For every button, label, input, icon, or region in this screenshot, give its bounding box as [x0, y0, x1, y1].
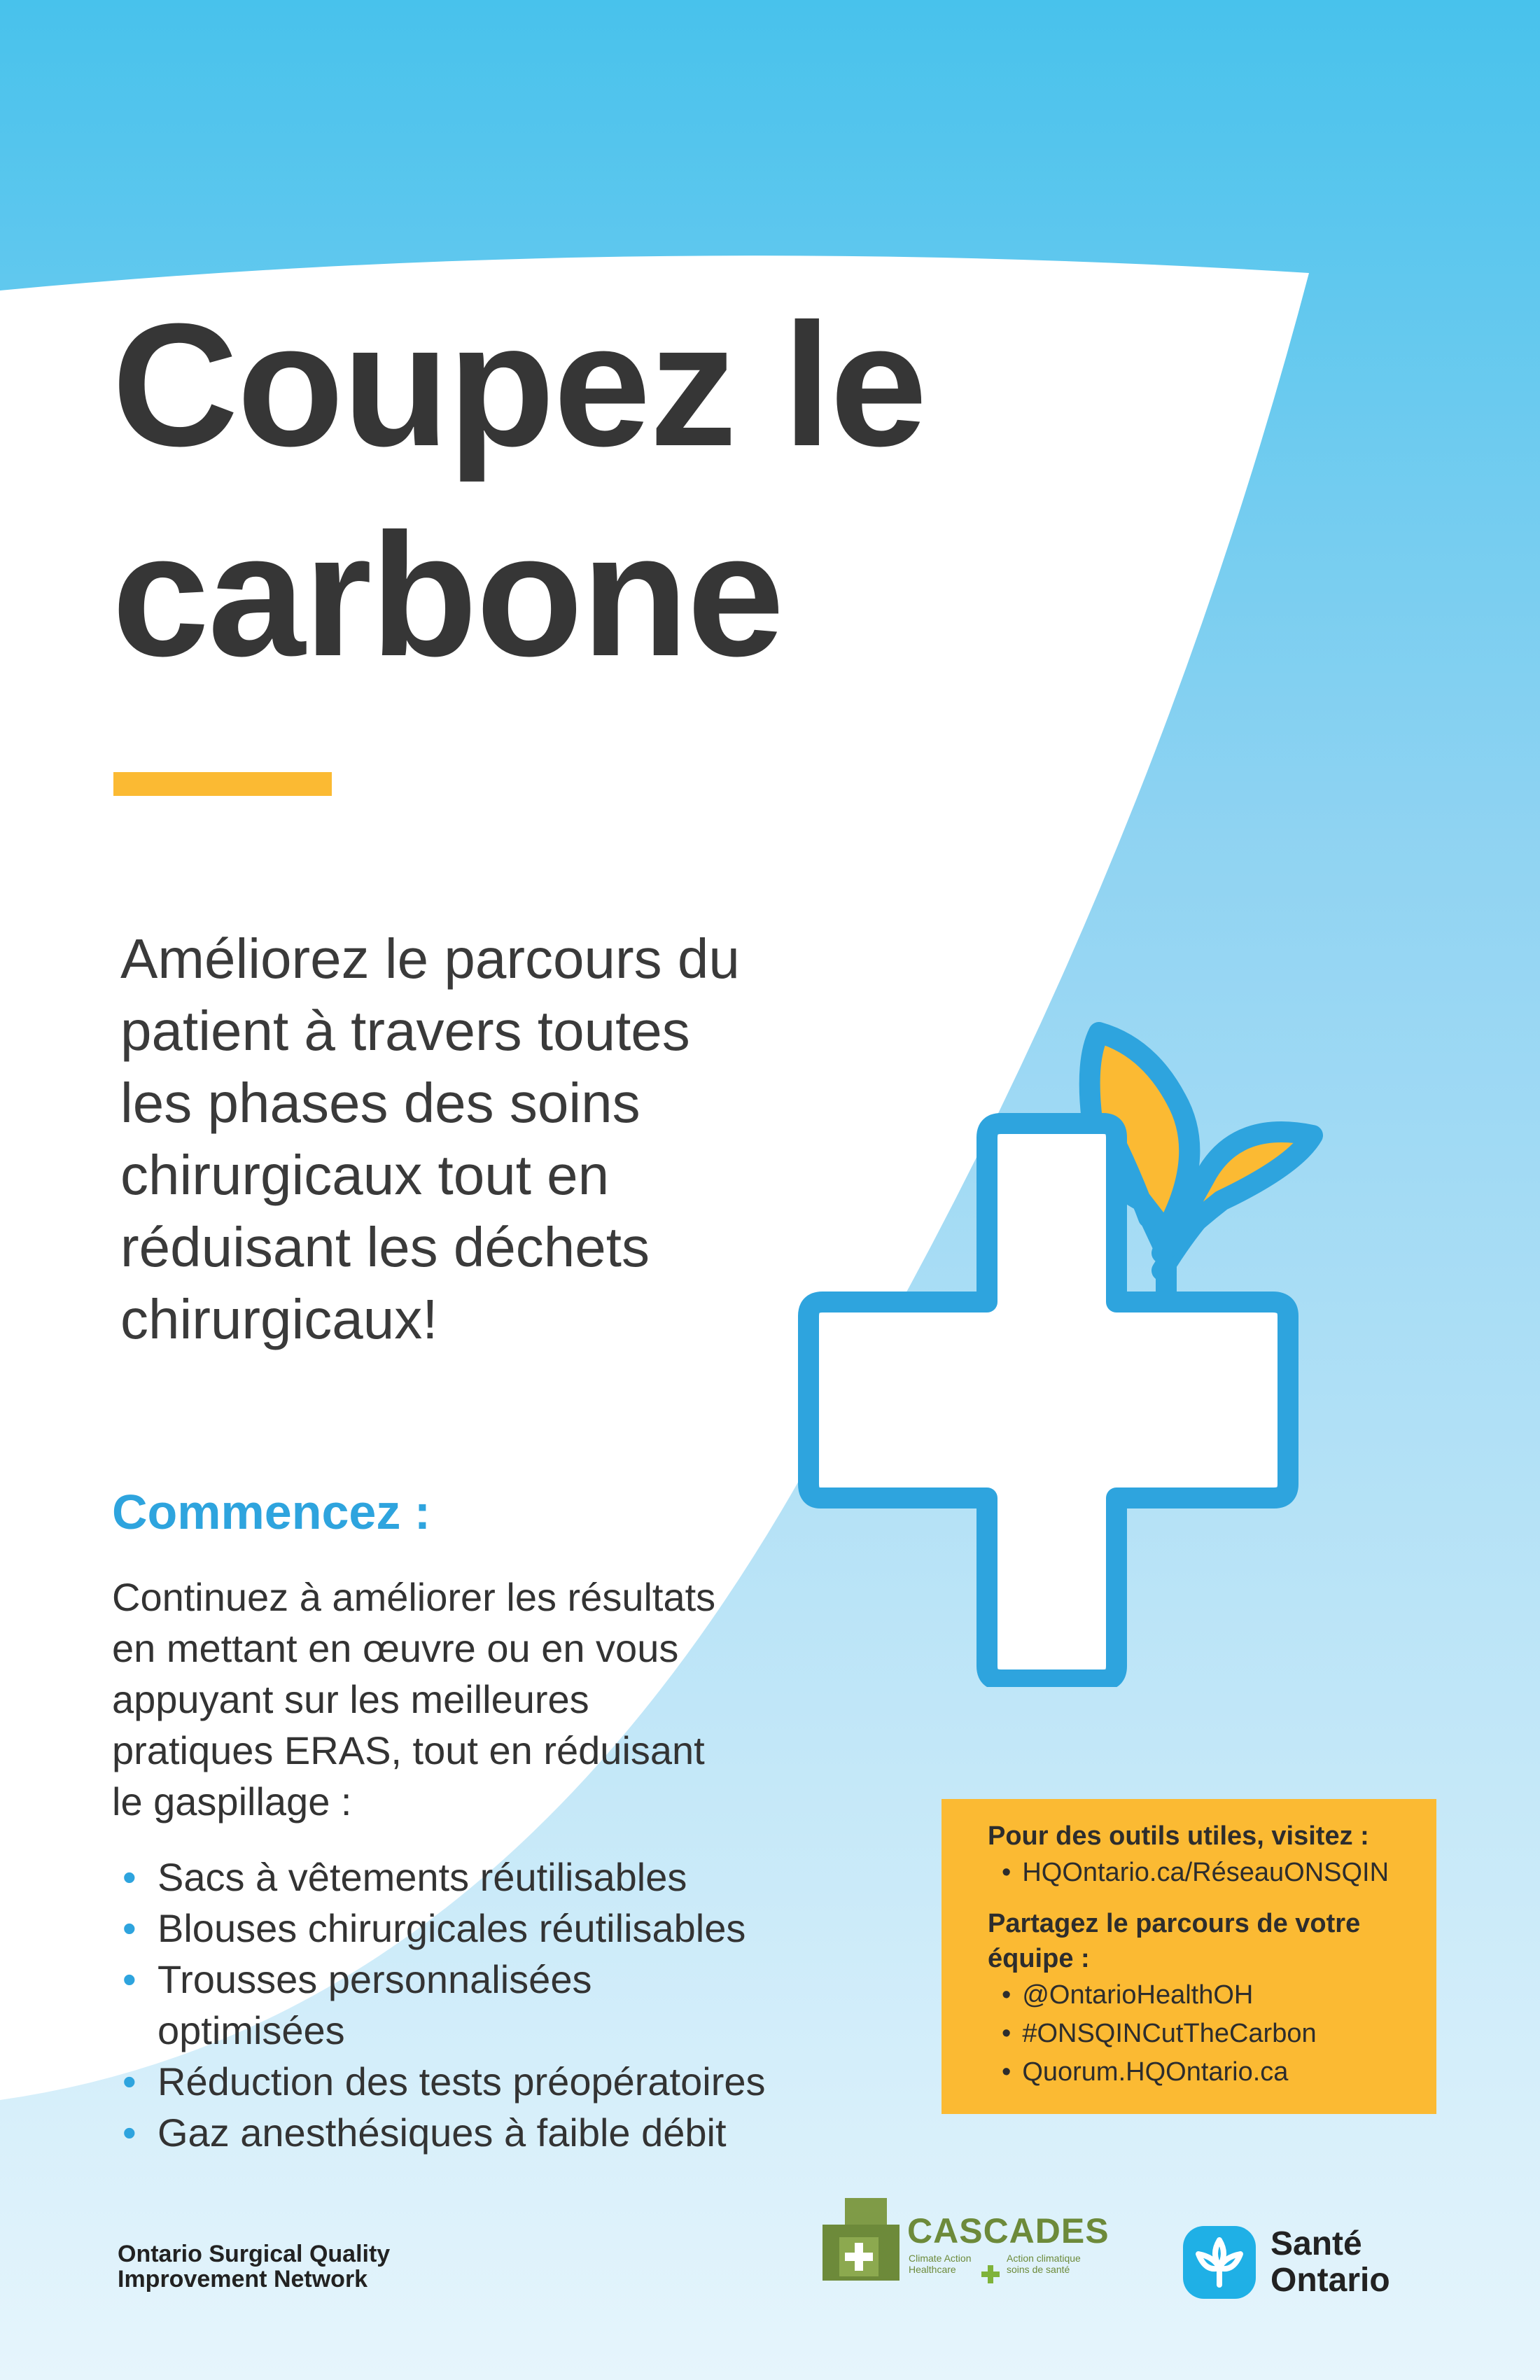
page-title: [112, 280, 1302, 700]
sante-ontario-name: [1270, 2226, 1390, 2299]
cascades-tagline-en: Climate Action Healthcare: [909, 2253, 972, 2275]
start-line: Continuez à améliorer les résultats: [112, 1575, 716, 1619]
bullet-icon: •: [122, 1906, 136, 1950]
start-line: le gaspillage :: [112, 1779, 352, 1823]
list-item: [122, 2056, 766, 2107]
bullet-icon: •: [122, 1957, 136, 2001]
start-body: [112, 1572, 854, 1827]
bullet-icon: •: [122, 1855, 136, 1899]
network-name-line: Improvement Network: [118, 2266, 368, 2292]
share-heading: Partagez le parcours de votre: [988, 1909, 1361, 1938]
intro-text: [120, 923, 820, 1355]
network-name: [118, 2241, 390, 2292]
network-name-line: Ontario Surgical Quality: [118, 2241, 391, 2267]
list-item: [122, 1851, 766, 1903]
share-link[interactable]: • #ONSQINCutTheCarbon: [988, 2015, 1436, 2053]
resources-box: [941, 1799, 1436, 2114]
list-item-text: Réduction des tests préopératoires: [158, 2059, 766, 2104]
list-item-text: Trousses personnalisées: [158, 1957, 592, 2001]
cascades-tagline-fr: Action climatique soins de santé: [1007, 2253, 1081, 2275]
start-line: pratiques ERAS, tout en réduisant: [112, 1728, 705, 1772]
list-item-text: optimisées: [158, 2008, 345, 2052]
trillium-logo: [1183, 2226, 1256, 2299]
intro-line: Améliorez le parcours du: [120, 927, 740, 990]
sante-ontario-line: Santé: [1270, 2225, 1362, 2262]
sante-ontario-line: Ontario: [1270, 2262, 1390, 2299]
tools-link[interactable]: • HQOntario.ca/RéseauONSQIN: [988, 1854, 1436, 1892]
intro-line: réduisant les déchets: [120, 1216, 650, 1278]
tools-heading: Pour des outils utiles, visitez :: [988, 1821, 1369, 1851]
start-line: en mettant en œuvre ou en vous: [112, 1626, 679, 1670]
intro-line: chirurgicaux!: [120, 1288, 438, 1350]
title-underline: [113, 772, 332, 796]
list-item-text: Gaz anesthésiques à faible débit: [158, 2110, 727, 2155]
start-heading: Commencez :: [112, 1485, 431, 1539]
bullet-icon: •: [122, 2059, 136, 2104]
title-line-2: carbone: [112, 497, 783, 692]
share-link[interactable]: • @OntarioHealthOH: [988, 1976, 1436, 2015]
cross-illustration: [798, 1022, 1386, 1687]
title-line-1: Coupez le: [112, 287, 926, 482]
share-heading: équipe :: [988, 1944, 1090, 1973]
list-item-text: Blouses chirurgicales réutilisables: [158, 1906, 746, 1950]
list-item: [122, 2107, 766, 2158]
intro-line: chirurgicaux tout en: [120, 1144, 610, 1206]
bullet-icon: •: [122, 2110, 136, 2155]
list-item: [122, 1903, 766, 1954]
start-line: appuyant sur les meilleures: [112, 1677, 589, 1721]
intro-line: patient à travers toutes: [120, 1000, 690, 1062]
list-item-text: Sacs à vêtements réutilisables: [158, 1855, 687, 1899]
cascades-name: CASCADES: [907, 2211, 1110, 2250]
list-item: [122, 1954, 766, 2056]
share-link[interactable]: • Quorum.HQOntario.ca: [988, 2053, 1436, 2092]
practice-list: [122, 1851, 766, 2158]
intro-line: les phases des soins: [120, 1072, 640, 1134]
